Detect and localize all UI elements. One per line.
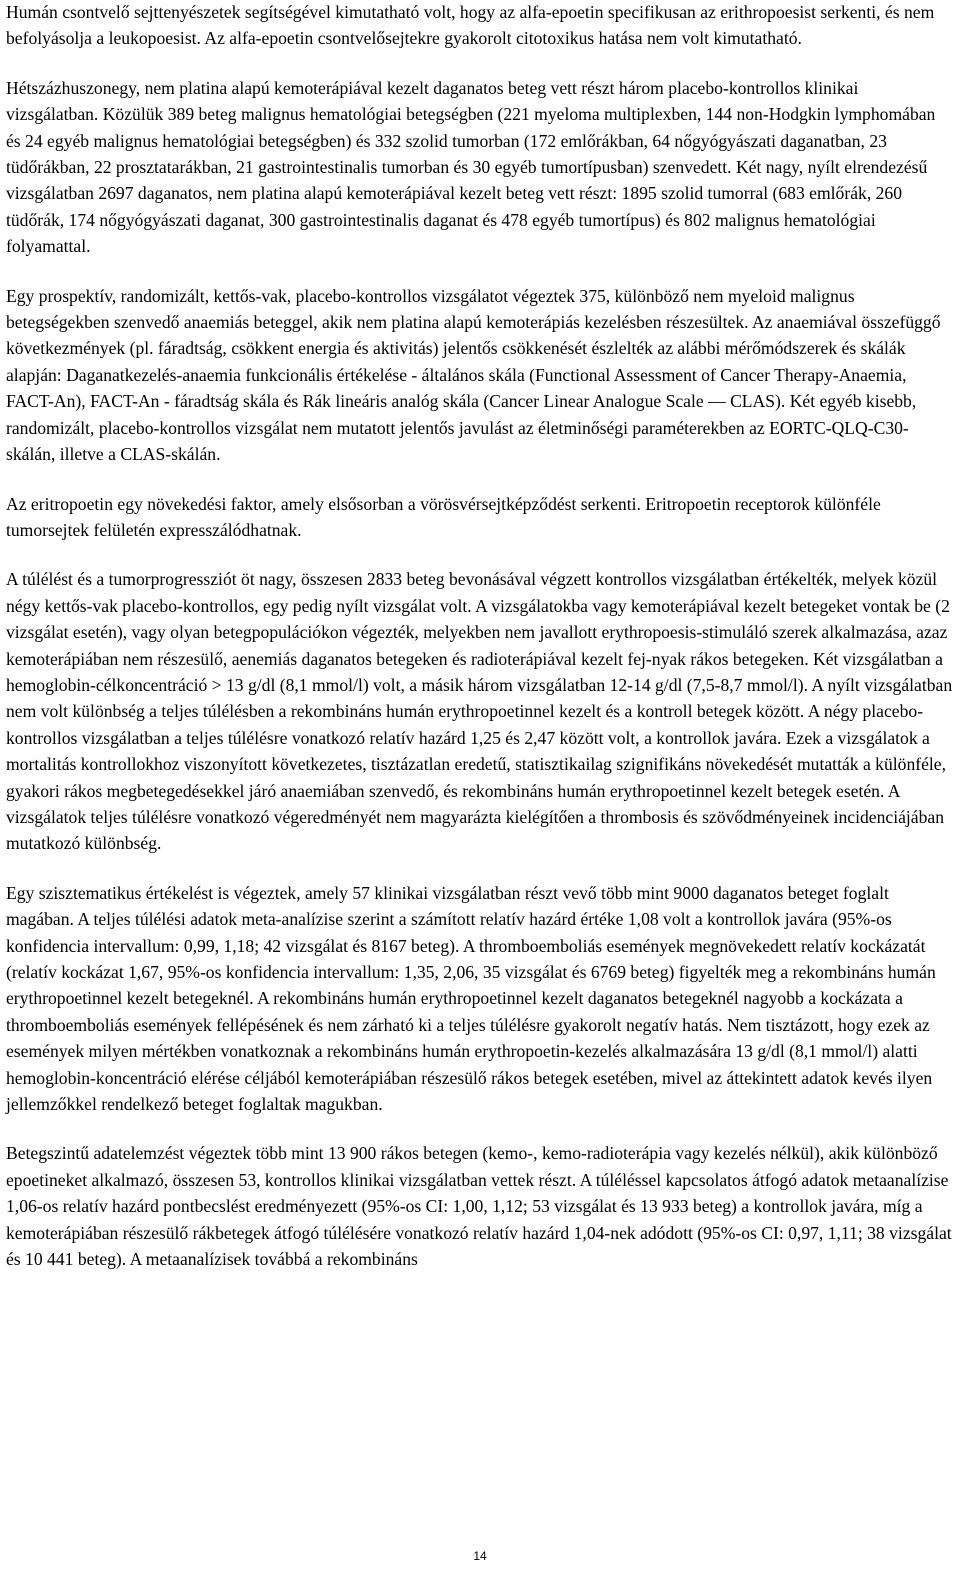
- page-number: 14: [473, 1549, 487, 1563]
- paragraph-systematic-review: Egy szisztematikus értékelést is végeztek, amely 57 klinikai vizsgálatban részt vevő több mint 9000 daganatos beteget foglalt magában. A teljes túlélési adatok meta-analízise szerint a számított relatív hazárd értéke 1,08 volt a kontrollok javára (95%-os konfidencia intervallum: 0,99, 1,18; 42 vizsgálat és 8167 beteg). A thromboemboliás események megnövekedett relatív kockázatát (relatív kockázat 1,67, 95%-os konfidencia intervallum: 1,35, 2,06, 35 vizsgálat és 6769 beteg) figyelték meg a rekombináns humán erythropoetinnel kezelt betegeknél. A rekombináns humán erythropoetinnel kezelt daganatos betegeknél nagyobb a kockázata a thromboemboliás események fellépésének és nem zárható ki a teljes túlélésre gyakorolt negatív hatás. Nem tisztázott, hogy ezek az események milyen mértékben vonatkoznak a rekombináns humán erythropoetin-kezelés alkalmazására 13 g/dl (8,1 mmol/l) alatti hemoglobin-koncentráció elérése céljából kemoterápiában részesülő rákos betegek esetében, mivel az áttekintett adatok kevés ilyen jellemzőkkel rendelkező beteget foglaltak magukban.: [6, 882, 936, 1115]
- document-body: [6, 0, 954, 1295]
- paragraph-patient-level-analysis: Betegszintű adatelemzést végeztek több mint 13 900 rákos betegen (kemo-, kemo-radioterápia vagy kezelés nélkül), akik különböző epoetineket alkalmazó, összesen 53, kontrollos klinikai vizsgálatban vettek részt. A túléléssel kapcsolatos átfogó adatok metaanalízise 1,06-os relatív hazárd pontbecslést eredményezett (95%-os CI: 1,00, 1,12; 53 vizsgálat és 13 933 beteg) a kontrollok javára, míg a kemoterápiában részesülő rákbetegek átfogó túlélésére vonatkozó relatív hazárd 1,04-nek adódott (95%-os CI: 0,97, 1,11; 38 vizsgálat és 10 441 beteg). A metaanalízisek továbbá a rekombináns: [6, 1143, 952, 1270]
- paragraph-cell-culture: Humán csontvelő sejttenyészetek segítségével kimutatható volt, hogy az alfa-epoetin specifikusan az erithropoesist serkenti, és nem befolyásolja a leukopoesist. Az alfa-epoetin csontvelősejtekre gyakorolt citotoxikus hatása nem volt kimutatható.: [6, 2, 935, 49]
- paragraph-placebo-trials: Hétszázhuszonegy, nem platina alapú kemoterápiával kezelt daganatos beteg vett részt három placebo-kontrollos klinikai vizsgálatban. Közülük 389 beteg malignus hematológiai betegségben (221 myeloma multiplexben, 144 non-Hodgkin lymphomában és 24 egyéb malignus hematológiai betegségben) és 332 szolid tumorban (172 emlőrákban, 64 nőgyógyászati daganatban, 23 tüdőrákban, 22 prosztatarákban, 21 gastrointestinalis tumorban és 30 egyéb tumortípusban) szenvedett. Két nagy, nyílt elrendezésű vizsgálatban 2697 daganatos, nem platina alapú kemoterápiával kezelt beteg vett részt: 1895 szolid tumorral (683 emlőrák, 260 tüdőrák, 174 nőgyógyászati daganat, 300 gastrointestinalis daganat és 478 egyéb tumortípus) és 802 malignus hematológiai folyamattal.: [6, 77, 936, 257]
- paragraph-prospective-study: Egy prospektív, randomizált, kettős-vak, placebo-kontrollos vizsgálatot végeztek 375, különböző nem myeloid malignus betegségekben szenvedő anaemiás beteggel, akik nem platina alapú kemoterápiás kezelésben részesültek. Az anaemiával összefüggő következmények (pl. fáradtság, csökkent energia és aktivitás) jelentős csökkenését észlelték az alábbi mérőmódszerek és skálák alapján: Daganatkezelés-anaemia funkcionális értékelése - általános skála (Functional Assessment of Cancer Therapy-Anaemia, FACT-An), FACT-An - fáradtság skála és Rák lineáris analóg skála (Cancer Linear Analogue Scale — CLAS). Két egyéb kisebb, randomizált, placebo-kontrollos vizsgálat nem mutatott jelentős javulást az életminőségi paraméterekben az EORTC-QLQ-C30-skálán, illetve a CLAS-skálán.: [6, 285, 941, 465]
- paragraph-survival-progression: A túlélést és a tumorprogressziót öt nagy, összesen 2833 beteg bevonásával végzett kontrollos vizsgálatban értékelték, melyek közül négy kettős-vak placebo-kontrollos, egy pedig nyílt vizsgálat volt. A vizsgálatokba vagy kemoterápiával kezelt betegeket vontak be (2 vizsgálat esetén), vagy olyan betegpopulációkon végezték, melyekben nem javallott erythropoesis-stimuláló szerek alkalmazása, azaz kemoterápiában nem részesülő, aenemiás daganatos betegeken és radioterápiával kezelt fej-nyak rákos betegeken. Két vizsgálatban a hemoglobin-célkoncentráció > 13 g/dl (8,1 mmol/l) volt, a másik három vizsgálatban 12-14 g/dl (7,5-8,7 mmol/l). A nyílt vizsgálatban nem volt különbség a teljes túlélésben a rekombináns humán erythropoetinnel kezelt és a kontroll betegek között. A négy placebo-kontrollos vizsgálatban a teljes túlélésre vonatkozó relatív hazárd 1,25 és 2,47 között volt, a kontrollok javára. Ezek a vizsgálatok a mortalitás kontrollokhoz viszonyított következetes, tisztázatlan eredetű, statisztikailag szignifikáns növekedését mutatták a különféle, gyakori rákos megbetegedésekkel járó anaemiában szenvedő, és rekombináns humán erythropoetinnel kezelt betegek esetén. A vizsgálatok teljes túlélésre vonatkozó végeredményét nem magyarázta kielégítően a thrombosis és szövődményeinek incidenciájában mutatkozó különbség.: [6, 569, 953, 854]
- paragraph-growth-factor: Az eritropoetin egy növekedési faktor, amely elsősorban a vörösvérsejtképződést serkenti. Eritropoetin receptorok különféle tumorsejtek felületén expresszálódhatnak.: [6, 493, 881, 540]
